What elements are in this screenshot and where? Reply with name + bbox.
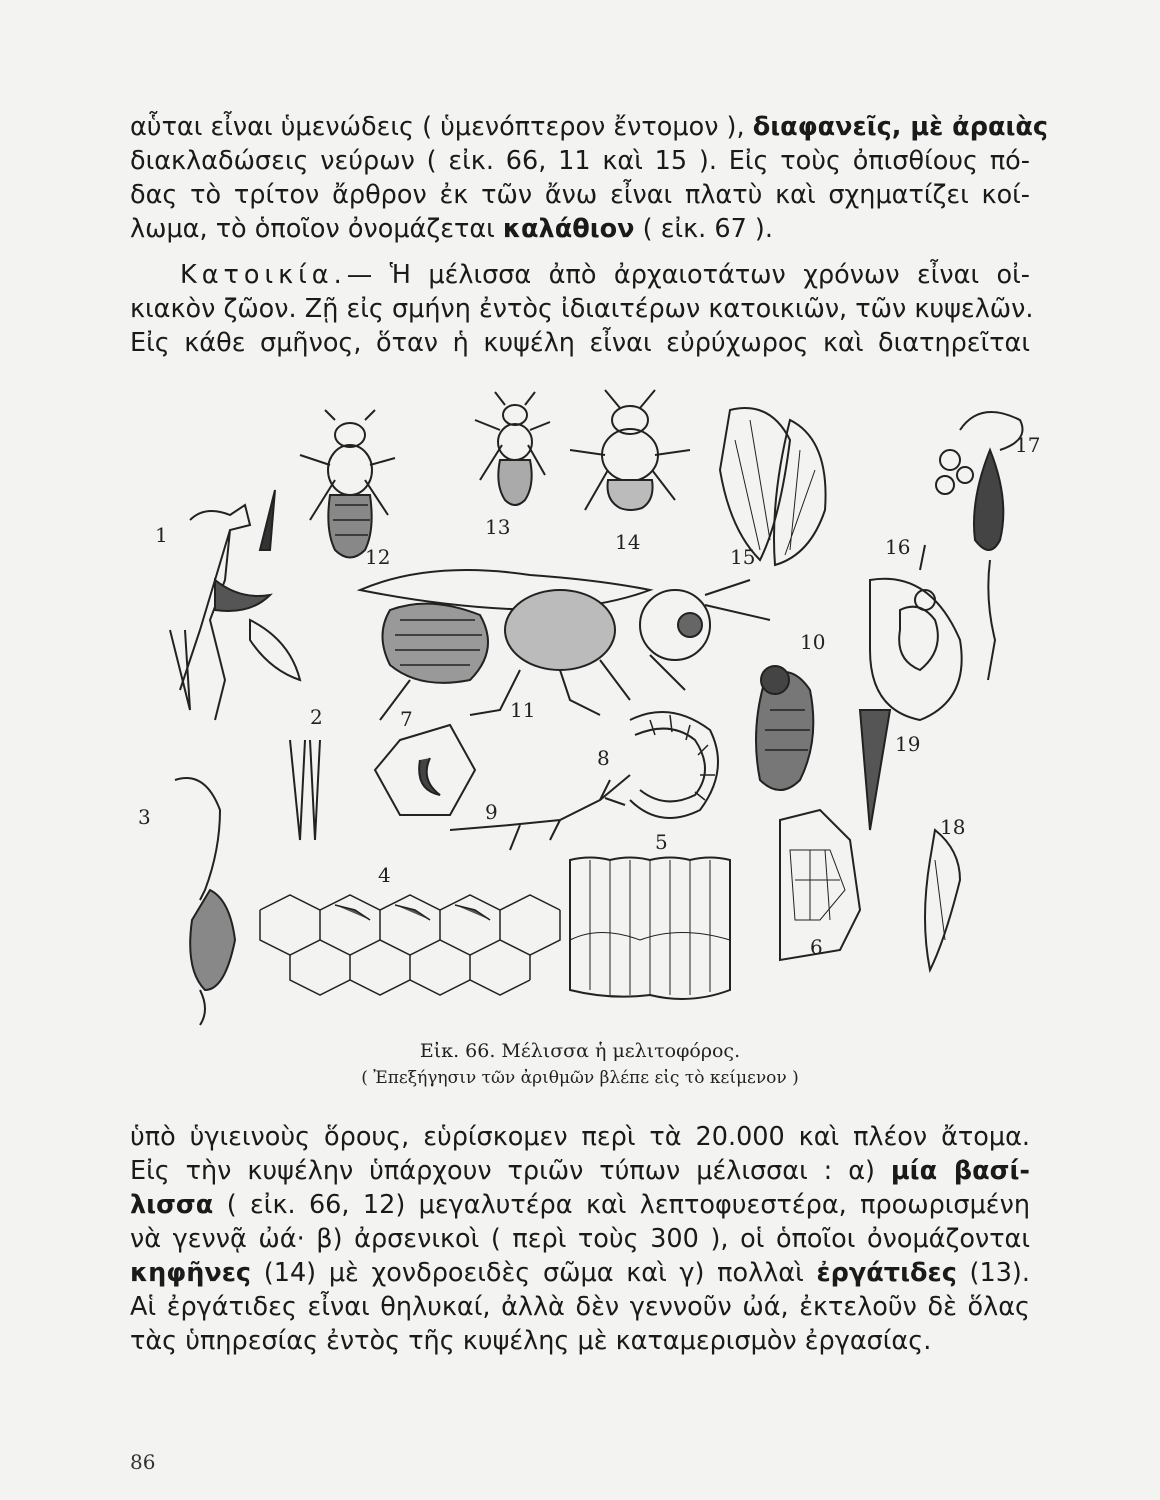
figure-label-16: 16 <box>885 535 911 559</box>
text-line: ὑπὸ ὑγιεινοὺς ὅρους, εὑρίσκομεν περὶ τὰ 20.000 καὶ πλέον ἄτομα. <box>130 1122 1030 1152</box>
figure-label-10: 10 <box>800 630 826 654</box>
figure-caption: Εἰκ. 66. Μέλισσα ἡ μελιτοφόρος. <box>419 1040 741 1062</box>
figure-label-15: 15 <box>730 545 756 569</box>
figure-label-4: 4 <box>378 863 391 887</box>
section-heading: Κατοικία. <box>180 260 347 290</box>
figure-label-13: 13 <box>485 515 511 539</box>
text-line: Εἰς τὴν κυψέλην ὑπάρχουν τριῶν τύπων μέλισσαι : α) μία βασί- <box>130 1156 1030 1186</box>
drawing-13-worker <box>475 392 550 505</box>
text-line: κιακὸν ζῶον. Ζῇ εἰς σμήνη ἐντὸς ἰδιαιτέρων κατοικιῶν, τῶν κυψελῶν. <box>130 294 1034 324</box>
drawing-19-sting <box>860 710 890 830</box>
figure-label-1: 1 <box>155 523 168 547</box>
figure-label-17: 17 <box>1015 433 1041 457</box>
text-line: λισσα ( εἰκ. 66, 12) μεγαλυτέρα καὶ λεπτοφυεστέρα, προωρισμένη <box>130 1190 1030 1220</box>
drawing-10-pupa <box>756 666 813 790</box>
text-line: Αἱ ἐργάτιδες εἶναι θηλυκαί, ἀλλὰ δὲν γεννοῦν ὠά, ἐκτελοῦν δὲ ὅλας <box>130 1292 1030 1322</box>
text-line: κηφῆνες (14) μὲ χονδροειδὲς σῶμα καὶ γ) πολλαὶ ἐργάτιδες (13). <box>130 1258 1030 1288</box>
drawing-14-drone <box>570 390 690 510</box>
text-line: δας τὸ τρίτον ἄρθρον ἐκ τῶν ἄνω εἶναι πλατὺ καὶ σχηματίζει κοί- <box>130 180 1030 210</box>
drawing-11-bee-side <box>360 570 770 720</box>
drawing-2-mouthparts <box>290 740 320 840</box>
figure-label-6: 6 <box>810 935 823 959</box>
figure-label-12: 12 <box>365 545 391 569</box>
figure-label-3: 3 <box>138 805 151 829</box>
figure-label-5: 5 <box>655 830 668 854</box>
text-line: λωμα, τὸ ὁποῖον ὀνομάζεται καλάθιον ( εἰκ. 67 ). <box>130 214 773 244</box>
figure-label-2: 2 <box>310 705 323 729</box>
paragraph-bottom <box>130 1120 1030 1358</box>
text-line: Κατοικία.— Ἡ μέλισσα ἀπὸ ἀρχαιοτάτων χρόνων εἶναι οἰ- <box>180 260 1030 290</box>
drawing-5-comb-section <box>570 858 730 1000</box>
drawing-4-honeycomb <box>260 895 560 995</box>
paragraph-habitat <box>130 258 1034 360</box>
drawing-16-cell-larva <box>870 545 962 720</box>
text-line: αὗται εἶναι ὑμενώδεις ( ὑμενόπτερον ἔντομον ), διαφανεῖς, μὲ ἀραιὰς <box>130 112 1049 142</box>
page-number: 86 <box>130 1450 156 1474</box>
drawing-18-sting <box>925 830 960 970</box>
figure-label-7: 7 <box>400 707 413 731</box>
bee-illustration <box>130 380 1040 1030</box>
text-line: Εἰς κάθε σμῆνος, ὅταν ἡ κυψέλη εἶναι εὐρύχωρος καὶ διατηρεῖται <box>130 328 1030 358</box>
figure-label-18: 18 <box>940 815 966 839</box>
figure-label-14: 14 <box>615 530 641 554</box>
figure-label-8: 8 <box>597 746 610 770</box>
text-line: τὰς ὑπηρεσίας ἐντὸς τῆς κυψέλης μὲ καταμερισμὸν ἐργασίας. <box>130 1326 932 1356</box>
drawing-9-branch <box>450 775 630 850</box>
drawing-15-wings <box>720 408 826 565</box>
figure-caption-note: ( Ἐπεξήγησιν τῶν ἀριθμῶν βλέπε εἰς τὸ κείμενον ) <box>361 1068 799 1088</box>
drawing-17-organ <box>936 412 1023 680</box>
drawing-8-larva <box>630 712 718 818</box>
drawing-7-cell <box>375 725 475 815</box>
drawing-1-appendage <box>170 490 300 720</box>
bee-drawings <box>130 380 1040 1030</box>
figure-label-19: 19 <box>895 732 921 756</box>
drawing-3-leg <box>175 778 235 1025</box>
figure-label-11: 11 <box>510 698 536 722</box>
paragraph-top <box>130 110 1049 246</box>
figure-label-9: 9 <box>485 800 498 824</box>
text-line: διακλαδώσεις νεύρων ( εἰκ. 66, 11 καὶ 15 ). Εἰς τοὺς ὀπισθίους πό- <box>130 146 1030 176</box>
drawing-12-queen <box>300 410 395 558</box>
text-line: νὰ γεννᾷ ὠά· β) ἀρσενικοὶ ( περὶ τοὺς 300 ), οἱ ὁποῖοι ὀνομάζονται <box>130 1224 1030 1254</box>
